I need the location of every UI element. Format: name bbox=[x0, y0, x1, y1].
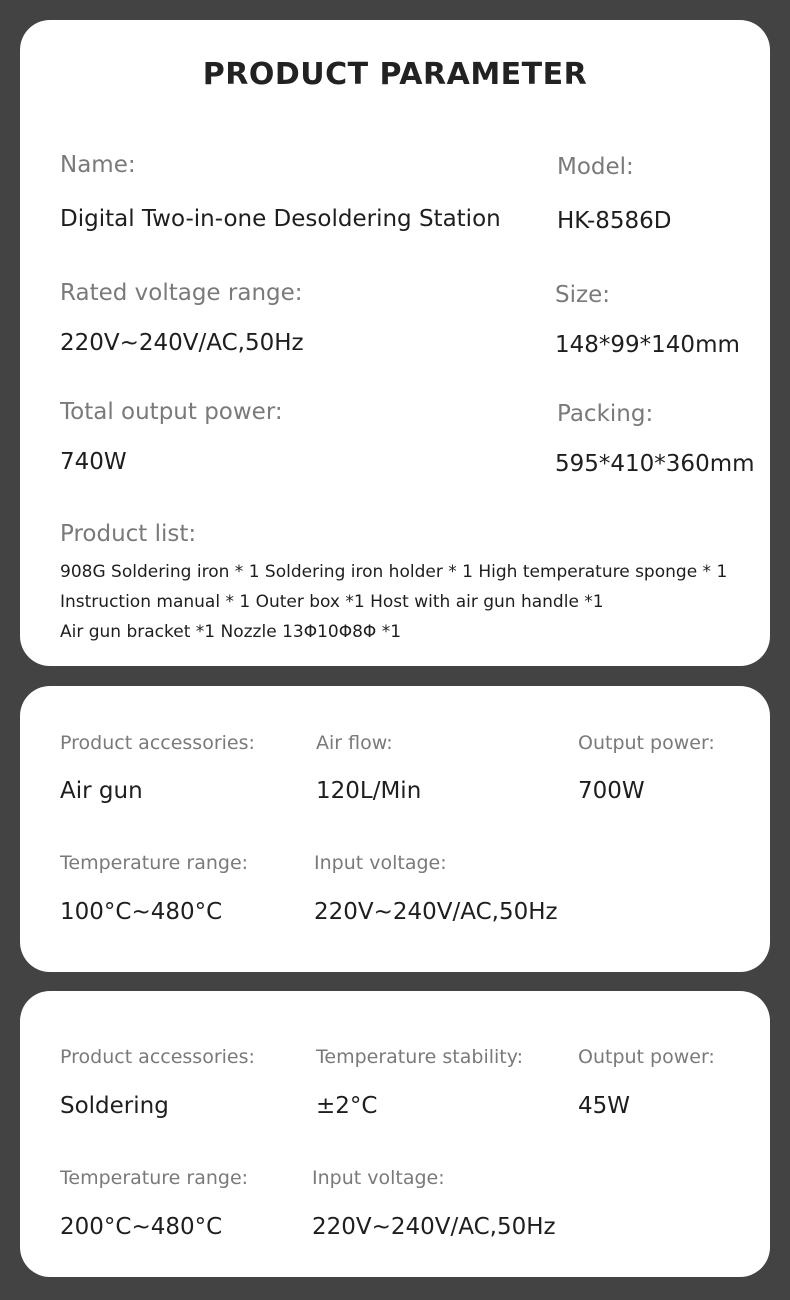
air-flow-label: Air flow: bbox=[316, 732, 393, 754]
output-power-label: Output power: bbox=[578, 732, 715, 754]
name-value: Digital Two-in-one Desoldering Station bbox=[60, 206, 501, 232]
air-gun-card bbox=[20, 686, 770, 972]
product-parameter-card bbox=[20, 20, 770, 666]
product-list-label: Product list: bbox=[60, 521, 197, 547]
packing-value: 595*410*360mm bbox=[555, 451, 755, 477]
accessories-value: Air gun bbox=[60, 778, 143, 804]
rated-voltage-label: Rated voltage range: bbox=[60, 280, 303, 306]
output-power-label: Output power: bbox=[578, 1046, 715, 1068]
air-flow-value: 120L/Min bbox=[316, 778, 422, 804]
input-voltage-label: Input voltage: bbox=[314, 852, 447, 874]
size-label: Size: bbox=[555, 282, 610, 308]
temp-range-label: Temperature range: bbox=[60, 852, 249, 874]
temp-range-label: Temperature range: bbox=[60, 1167, 249, 1189]
input-voltage-value: 220V~240V/AC,50Hz bbox=[314, 899, 558, 925]
product-list-line: Instruction manual * 1 Outer box *1 Host with air gun handle *1 bbox=[60, 592, 604, 612]
input-voltage-label: Input voltage: bbox=[312, 1167, 445, 1189]
rated-voltage-value: 220V~240V/AC,50Hz bbox=[60, 330, 304, 356]
total-power-value: 740W bbox=[60, 449, 127, 475]
model-value: HK-8586D bbox=[557, 208, 672, 234]
product-list-line: Air gun bracket *1 Nozzle 13Φ10Φ8Φ *1 bbox=[60, 622, 402, 642]
input-voltage-value: 220V~240V/AC,50Hz bbox=[312, 1214, 556, 1240]
accessories-label: Product accessories: bbox=[60, 1046, 255, 1068]
name-label: Name: bbox=[60, 152, 136, 178]
model-label: Model: bbox=[557, 154, 634, 180]
accessories-label: Product accessories: bbox=[60, 732, 255, 754]
accessories-value: Soldering bbox=[60, 1093, 169, 1119]
output-power-value: 45W bbox=[578, 1093, 631, 1119]
temp-range-value: 100°C~480°C bbox=[60, 899, 223, 925]
total-power-label: Total output power: bbox=[60, 399, 283, 425]
packing-label: Packing: bbox=[557, 401, 654, 427]
temp-range-value: 200°C~480°C bbox=[60, 1214, 223, 1240]
temp-stability-value: ±2°C bbox=[316, 1093, 378, 1119]
size-value: 148*99*140mm bbox=[555, 332, 740, 358]
output-power-value: 700W bbox=[578, 778, 645, 804]
soldering-card bbox=[20, 991, 770, 1277]
page-title: PRODUCT PARAMETER bbox=[202, 57, 588, 92]
temp-stability-label: Temperature stability: bbox=[316, 1046, 523, 1068]
product-list-line: 908G Soldering iron * 1 Soldering iron holder * 1 High temperature sponge * 1 bbox=[60, 562, 728, 582]
